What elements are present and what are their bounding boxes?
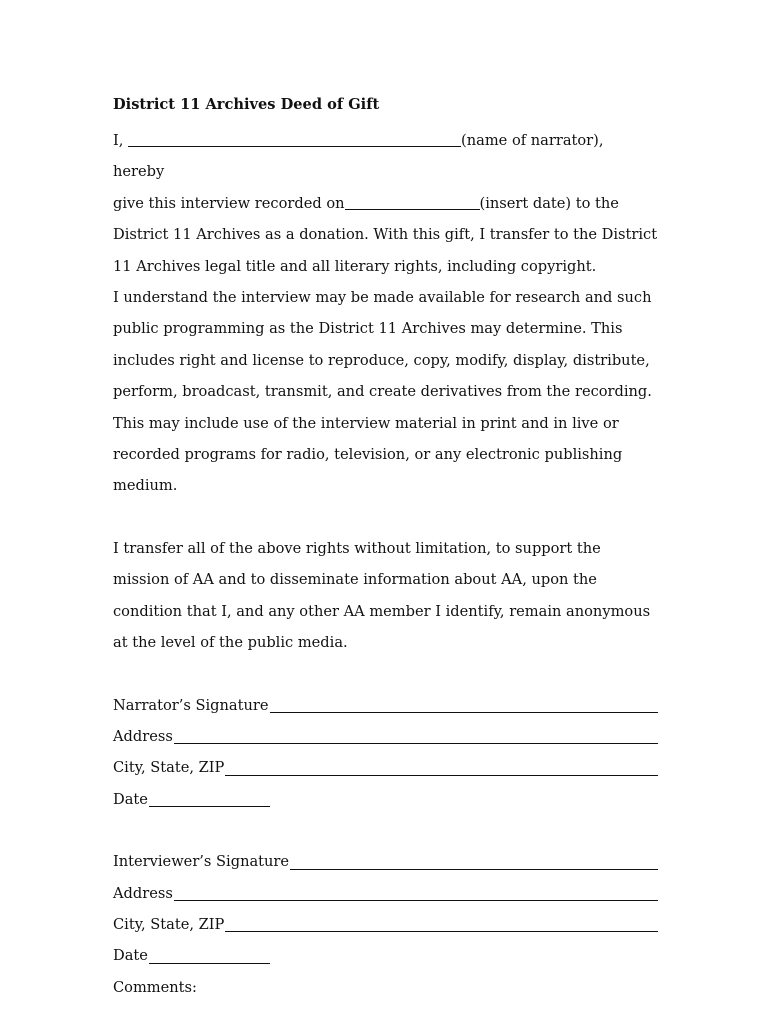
recording-date-blank[interactable] — [345, 193, 480, 210]
interviewer-address-label: Address — [113, 884, 173, 902]
interviewer-signature-line[interactable] — [290, 853, 658, 870]
narrator-date-field[interactable] — [113, 784, 658, 815]
narrator-signature-line[interactable] — [270, 696, 658, 713]
narrator-address-line[interactable] — [174, 727, 658, 744]
spacer — [113, 815, 658, 846]
narrator-name-blank[interactable] — [128, 130, 461, 147]
narrator-date-label: Date — [113, 790, 148, 808]
transfer-text: Archives as a donation. With this gift, I transfer to the District 11 Archives legal title and all literary rights, including copyright. — [113, 226, 658, 275]
interviewer-address-line[interactable] — [174, 884, 658, 901]
comments-field[interactable] — [113, 972, 658, 1003]
interviewer-date-label: Date — [113, 947, 148, 965]
document-body — [113, 92, 658, 1003]
interviewer-date-line[interactable] — [149, 947, 270, 964]
interviewer-city-field[interactable] — [113, 909, 658, 940]
narrator-prefix: I, — [113, 132, 129, 149]
paragraph-anonymity: I transfer all of the above rights without limitation, to support the mission of AA and to disseminate information about AA, upon the condition that I, and any other AA member I identify, remain anonymous at the level of the public media. — [113, 539, 651, 652]
interviewer-signature-label: Interviewer’s Signature — [113, 853, 290, 871]
narrator-name-hint: (name of narrator), hereby — [113, 132, 604, 181]
narrator-address-field[interactable] — [113, 721, 658, 752]
narrator-date-line[interactable] — [149, 790, 270, 807]
recorded-on-text: give this interview recorded on — [113, 194, 345, 212]
paragraph-usage: I understand the interview may be made available for research and such public programming as the District 11 Archives may determine. This includes right and license to reproduce, copy, modify, display, distribute, perform, broadcast, transmit, and create derivatives from the recording. This may include use of the interview material in print and in live or recorded programs for radio, television, or any electronic publishing medium. — [113, 289, 652, 495]
comments-label: Comments: — [113, 978, 197, 996]
interviewer-signature-field[interactable] — [113, 846, 658, 877]
narrator-signature-label: Narrator’s Signature — [113, 696, 269, 714]
paragraph-transfer — [113, 125, 658, 282]
recording-date-hint: (insert date) to the District 11 — [113, 194, 619, 244]
narrator-city-field[interactable] — [113, 752, 658, 783]
document-title: District 11 Archives Deed of Gift — [113, 96, 380, 113]
narrator-city-line[interactable] — [225, 759, 658, 776]
narrator-city-label: City, State, ZIP — [113, 759, 225, 777]
narrator-address-label: Address — [113, 727, 173, 745]
interviewer-date-field[interactable] — [113, 940, 658, 971]
interviewer-city-label: City, State, ZIP — [113, 915, 225, 933]
spacer — [113, 502, 658, 533]
interviewer-address-field[interactable] — [113, 878, 658, 909]
spacer — [113, 659, 658, 690]
narrator-signature-field[interactable] — [113, 690, 658, 721]
interviewer-city-line[interactable] — [225, 915, 658, 932]
